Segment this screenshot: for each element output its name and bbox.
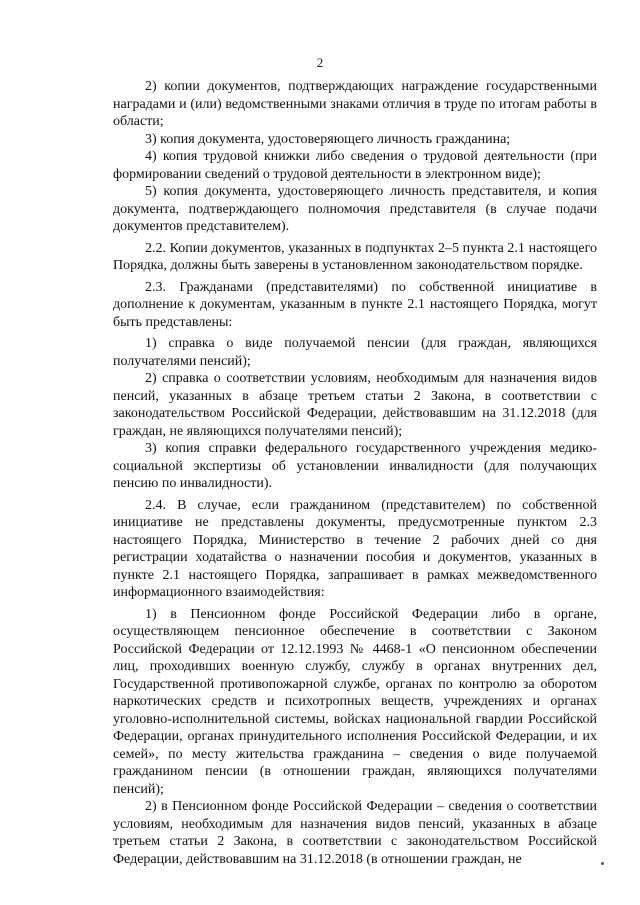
paragraph: 5) копия документа, удостоверяющего личность представителя, и копия документа, подтверждающего полномочия представителя (в случае подачи документов представителем). [113,184,597,234]
paragraph: 3) копия документа, удостоверяющего личность гражданина; [145,131,511,147]
paragraph: 2) справка о соответствии условиям, необходимым для назначения видов пенсий, указанных в абзаце третьем статьи 2 Закона, в соответствии с законодательством Российской Федерации, действовавшим на 31.12.2018 (для граждан, не являющихся получателями пенсий); [113,371,597,439]
document-body [113,78,597,868]
page-number: 2 [316,55,324,70]
paragraph: 3) копия справки федерального государственного учреждения медико-социальной экспертизы об установлении инвалидности (для получающих пенсию по инвалидности). [113,441,597,491]
paragraph: 4) копия трудовой книжки либо сведения о трудовой деятельности (при формировании сведений о трудовой деятельности в электронном виде); [113,149,597,182]
paragraph: 1) в Пенсионном фонде Российской Федерации либо в органе, осуществляющем пенсионное обеспечение в соответствии с Законом Российской Федерации от 12.12.1993 № 4468-1 «О пенсионном обеспечении лиц, проходивших военную службу, службу в органах внутренних дел, Государственной противопожарной службе, органах по контролю за оборотом наркотических средств и психотропных веществ, учреждениях и органах уголовно-исполнительной системы, войсках национальной гвардии Российской Федерации, органах принудительного исполнения Российской Федерации, и их семей», по месту жительства гражданина – сведения о виде получаемой гражданином пенсии (в отношении граждан, являющихся получателями пенсий); [113,606,597,797]
paragraph: 2.3. Гражданами (представителями) по собственной инициативе в дополнение к документам, указанным в пункте 2.1 настоящего Порядка, могут быть представлены: [113,279,597,330]
paragraph: 1) справка о виде получаемой пенсии (для граждан, являющихся получателями пенсий); [113,336,597,369]
paragraph: 2) в Пенсионном фонде Российской Федерации – сведения о соответствии условиям, необходимым для назначения видов пенсий, указанных в абзаце третьем статьи 2 Закона, в соответствии с законодательством Российской Федерации, действовавшим на 31.12.2018 (в отношении граждан, не [113,799,597,867]
paragraph: 2.2. Копии документов, указанных в подпунктах 2–5 пункта 2.1 настоящего Порядка, должны быть заверены в установленном законодательством порядке. [113,240,597,273]
paragraph: 2) копии документов, подтверждающих награждение государственными наградами и (или) ведомственными знаками отличия в труде по итогам работы в области; [113,79,597,129]
paragraph: 2.4. В случае, если гражданином (представителем) по собственной инициативе не представлены документы, предусмотренные пунктом 2.3 настоящего Порядка, Министерство в течение 2 рабочих дней со дня регистрации ходатайства о назначении пособия и документов, указанных в пункте 2.1 настоящего Порядка, запрашивает в рамках межведомственного информационного взаимодействия: [113,497,597,600]
scan-speck [601,862,604,865]
